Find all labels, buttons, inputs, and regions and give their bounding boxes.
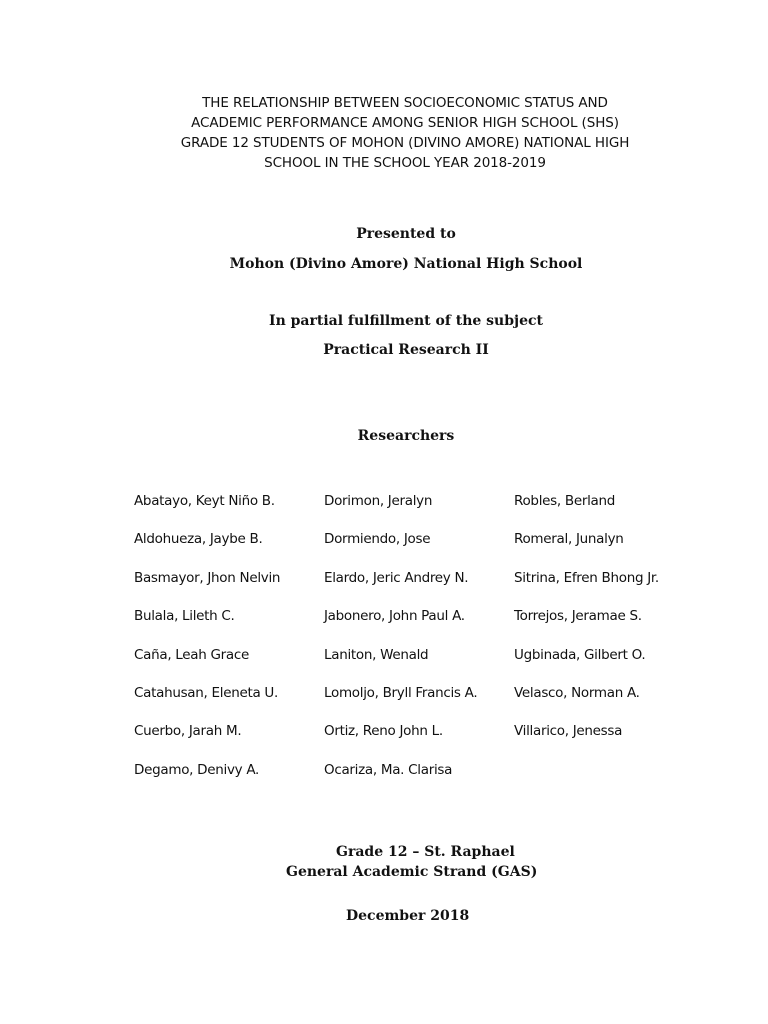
researcher-name: Caña, Leah Grace — [134, 647, 250, 663]
title-line: SCHOOL IN THE SCHOOL YEAR 2018-2019 — [264, 155, 546, 171]
researcher-name: Torrejos, Jeramae S. — [514, 608, 642, 624]
researchers-list — [134, 491, 694, 791]
researcher-name: Laniton, Wenald — [324, 647, 429, 663]
researcher-name: Lomoljo, Bryll Francis A. — [324, 685, 478, 701]
researcher-name: Cuerbo, Jarah M. — [134, 723, 242, 739]
researcher-name: Degamo, Denivy A. — [134, 762, 260, 778]
fulfillment-label: In partial fulfillment of the subject — [269, 313, 543, 329]
researcher-name: Elardo, Jeric Andrey N. — [324, 570, 469, 586]
researcher-name: Velasco, Norman A. — [514, 685, 640, 701]
subject-name: Practical Research II — [323, 342, 489, 358]
researcher-name: Aldohueza, Jaybe B. — [134, 531, 263, 547]
researcher-name: Robles, Berland — [514, 493, 616, 509]
researcher-name: Abatayo, Keyt Niño B. — [134, 493, 275, 509]
academic-strand: General Academic Strand (GAS) — [286, 864, 538, 880]
researcher-name: Catahusan, Eleneta U. — [134, 685, 278, 701]
researcher-name: Dorimon, Jeralyn — [324, 493, 433, 509]
researcher-name: Jabonero, John Paul A. — [324, 608, 465, 624]
presented-to-label: Presented to — [356, 226, 456, 242]
researcher-name: Basmayor, Jhon Nelvin — [134, 570, 281, 586]
researcher-name: Dormiendo, Jose — [324, 531, 431, 547]
researcher-name: Ocariza, Ma. Clarisa — [324, 762, 453, 778]
researcher-name: Villarico, Jenessa — [514, 723, 623, 739]
researcher-name: Romeral, Junalyn — [514, 531, 624, 547]
grade-section: Grade 12 – St. Raphael — [336, 844, 515, 860]
researcher-name: Sitrina, Efren Bhong Jr. — [514, 570, 659, 586]
researcher-name: Bulala, Lileth C. — [134, 608, 235, 624]
title-line: THE RELATIONSHIP BETWEEN SOCIOECONOMIC STATUS AND — [202, 95, 608, 111]
title-line: GRADE 12 STUDENTS OF MOHON (DIVINO AMORE) NATIONAL HIGH — [180, 135, 630, 151]
presented-to-school: Mohon (Divino Amore) National High School — [229, 256, 583, 272]
researcher-name: Ugbinada, Gilbert O. — [514, 647, 646, 663]
document-title — [120, 93, 690, 173]
title-line: ACADEMIC PERFORMANCE AMONG SENIOR HIGH SCHOOL (SHS) — [191, 115, 619, 131]
researcher-name: Ortiz, Reno John L. — [324, 723, 443, 739]
document-date: December 2018 — [346, 908, 470, 924]
researchers-heading: Researchers — [357, 428, 455, 444]
